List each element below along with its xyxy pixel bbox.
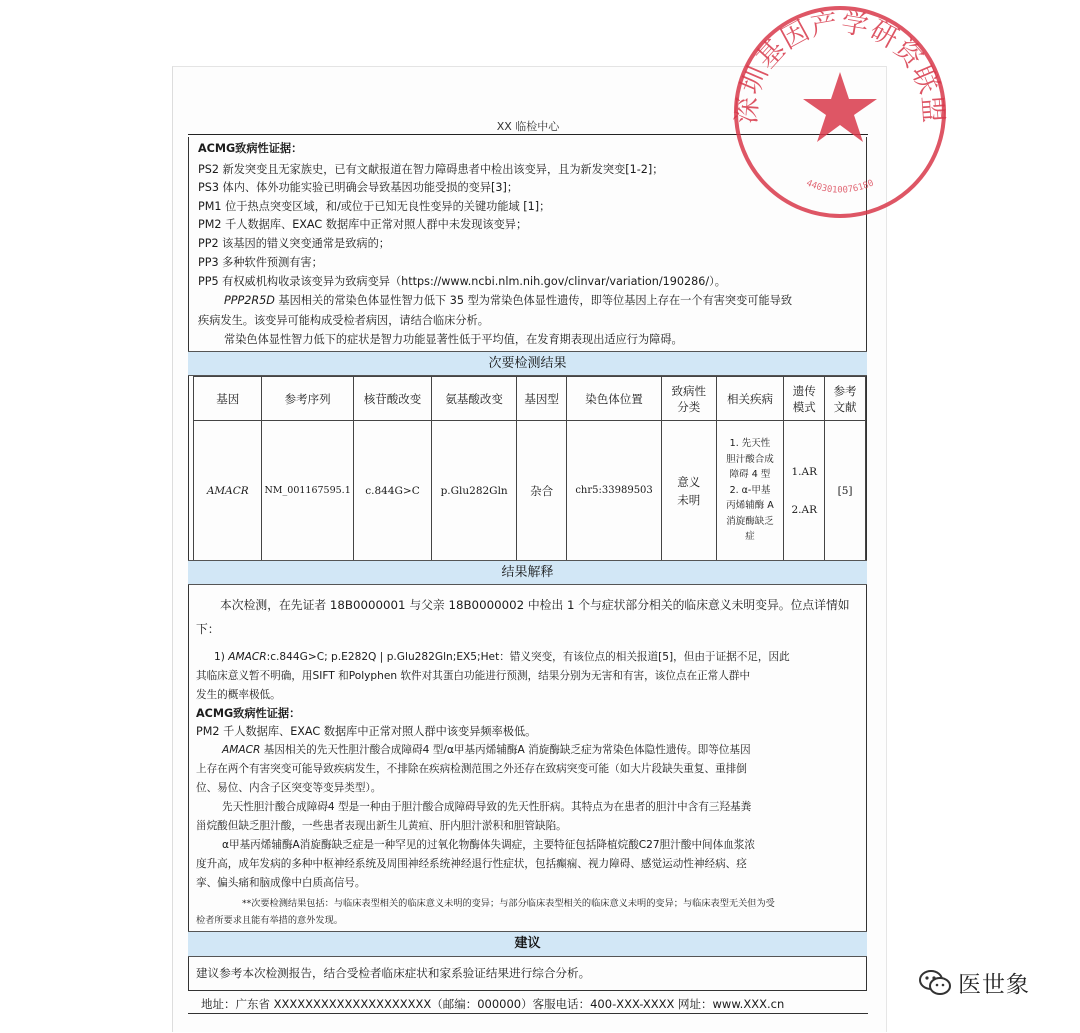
cell-ref-seq: NM_001167595.1 — [262, 421, 353, 561]
interpretation-title: 结果解释 — [188, 560, 867, 585]
acmg-item-pp3: PP3 多种软件预测有害； — [198, 256, 323, 269]
interp-acmg-pm2: PM2 千人数据库、EXAC 数据库中正常对照人群中该变异频率极低。 — [196, 725, 537, 738]
cell-pathogenicity: 意义未明 — [661, 421, 716, 561]
col-pathogenicity: 致病性分类 — [661, 377, 716, 421]
acmg-heading: ACMG致病性证据： — [198, 142, 303, 155]
interp-item1-line2: 其临床意义暂不明确，用SIFT 和Polyphen 软件对其蛋白功能进行预测，结果分别为无害和有害，该位点在正常人群中 — [196, 670, 751, 682]
col-disease: 相关疾病 — [716, 377, 784, 421]
gene-name-ppp2r5d: PPP2R5D — [224, 294, 275, 307]
interp-p3-line2: 度升高，成年发病的多种中枢神经系统及周围神经系统神经退行性症状，包括癫痫、视力障碍、感觉运动性神经病、痉 — [196, 858, 747, 870]
cell-disease: 1. 先天性 胆汁酸合成 障碍 4 型 2. α-甲基 丙烯辅酶 A 消旋酶缺乏 症 — [716, 421, 784, 561]
col-reference: 参考文献 — [825, 377, 866, 421]
interp-item1-line3: 发生的概率极低。 — [196, 689, 281, 701]
interp-p2-line1: 先天性胆汁酸合成障碍4 型是一种由于胆汁酸合成障碍导致的先天性肝病。其特点为在患者的胆汁中含有三羟基粪 — [222, 801, 752, 813]
interp-p3-line1: α甲基丙烯辅酶A消旋酶缺乏症是一种罕见的过氧化物酶体失调症，主要特征包括降植烷酸C27胆汁酸中间体血浆浓 — [222, 839, 756, 851]
footer-address: 地址：广东省 XXXXXXXXXXXXXXXXXXXX（邮编：000000）客服电话：400-XXX-XXXX 网址：www.XXX.cn — [201, 997, 785, 1011]
acmg-item-pm1: PM1 位于热点突变区域，和/或位于已知无良性变异的关键功能域 [1]； — [198, 200, 551, 213]
col-nucleotide: 核苷酸改变 — [353, 377, 432, 421]
cell-inheritance: 1.AR 2.AR — [784, 421, 825, 561]
acmg-para1-line1: PPP2R5D 基因相关的常染色体显性智力低下 35 型为常染色体显性遗传，即等位基因上存在一个有害突变可能导致 — [224, 294, 793, 307]
interp-p2-line2: 甾烷酸但缺乏胆汁酸，一些患者表现出新生儿黄疸、肝内胆汁淤积和胆管缺陷。 — [196, 820, 567, 832]
interp-intro-line2: 下： — [196, 622, 220, 636]
col-ref-seq: 参考序列 — [262, 377, 353, 421]
advice-text: 建议参考本次检测报告，结合受检者临床症状和家系验证结果进行综合分析。 — [196, 966, 591, 980]
cell-genotype: 杂合 — [517, 421, 567, 561]
acmg-para1-line2: 疾病发生。该变异可能构成受检者病因，请结合临床分析。 — [198, 314, 489, 327]
col-chrom-pos: 染色体位置 — [567, 377, 662, 421]
wechat-icon — [918, 969, 952, 997]
secondary-results-title: 次要检测结果 — [188, 351, 867, 376]
svg-text:4403010076180: 4403010076180 — [804, 178, 876, 196]
col-gene: 基因 — [194, 377, 262, 421]
table-header-row — [194, 377, 866, 421]
acmg-para2: 常染色体显性智力低下的症状是智力功能显著性低于平均值，在发育期表现出适应行为障碍。 — [224, 333, 683, 346]
cell-chrom-pos: chr5:33989503 — [567, 421, 662, 561]
watermark-text: 医世象 — [958, 972, 1030, 998]
secondary-results-table — [193, 376, 866, 561]
acmg-item-ps3: PS3 体内、体外功能实验已明确会导致基因功能受损的变异[3]； — [198, 181, 519, 194]
interp-p3-line3: 挛、偏头痛和脑成像中白质高信号。 — [196, 877, 366, 889]
svg-text:深圳基因产学研资联盟: 深圳基因产学研资联盟 — [731, 7, 949, 125]
interp-p1-line2: 上存在两个有害突变可能导致疾病发生，不排除在疾病检测范围之外还存在致病突变可能（如大片段缺失重复、重排倒 — [196, 763, 747, 775]
interp-item1-line1: 1) AMACR:c.844G>C; p.E282Q | p.Glu282Gln;EX5;Het：错义突变，有该位点的相关报道[5]，但由于证据不足，因此 — [214, 651, 790, 663]
report-header-title: XX 临检中心 — [496, 120, 560, 133]
watermark-logo — [918, 966, 1030, 999]
footer-rule — [188, 1013, 868, 1014]
interp-note-line1: **次要检测结果包括：与临床表型相关的临床意义未明的变异；与部分临床表型相关的临床意义未明的变异；与临床表型无关但为受 — [242, 898, 775, 909]
col-amino-acid: 氨基酸改变 — [432, 377, 517, 421]
interp-p1-line1: AMACR 基因相关的先天性胆汁酸合成障碍4 型/α甲基丙烯辅酶A 消旋酶缺乏症为常染色体隐性遗传。即等位基因 — [222, 744, 751, 756]
interp-p1-line3: 位、易位、内含子区突变等变异类型）。 — [196, 782, 382, 794]
advice-title: 建议 — [188, 931, 867, 957]
cell-amino-acid: p.Glu282Gln — [432, 421, 517, 561]
acmg-item-pp2: PP2 该基因的错义突变通常是致病的； — [198, 237, 390, 250]
col-inheritance: 遗传模式 — [784, 377, 825, 421]
interp-intro-line1: 本次检测，在先证者 18B0000001 与父亲 18B0000002 中检出 1 个与症状部分相关的临床意义未明变异。位点详情如 — [220, 598, 850, 612]
acmg-item-pp5: PP5 有权威机构收录该变异为致病变异（https://www.ncbi.nlm.nih.gov/clinvar/variation/190286/）。 — [198, 275, 726, 288]
cell-nucleotide: c.844G>C — [353, 421, 432, 561]
col-genotype: 基因型 — [517, 377, 567, 421]
interp-acmg-heading: ACMG致病性证据： — [196, 707, 301, 720]
interp-note-line2: 检者所要求且能有举措的意外发现。 — [196, 915, 343, 926]
table-row — [194, 421, 866, 561]
acmg-item-ps2: PS2 新发突变且无家族史，已有文献报道在智力障碍患者中检出该变异，且为新发突变[1-2]； — [198, 163, 664, 176]
cell-reference: [5] — [825, 421, 866, 561]
cell-gene: AMACR — [194, 421, 262, 561]
acmg-item-pm2: PM2 千人数据库、EXAC 数据库中正常对照人群中未发现该变异； — [198, 218, 528, 231]
red-seal-stamp — [730, 2, 950, 222]
